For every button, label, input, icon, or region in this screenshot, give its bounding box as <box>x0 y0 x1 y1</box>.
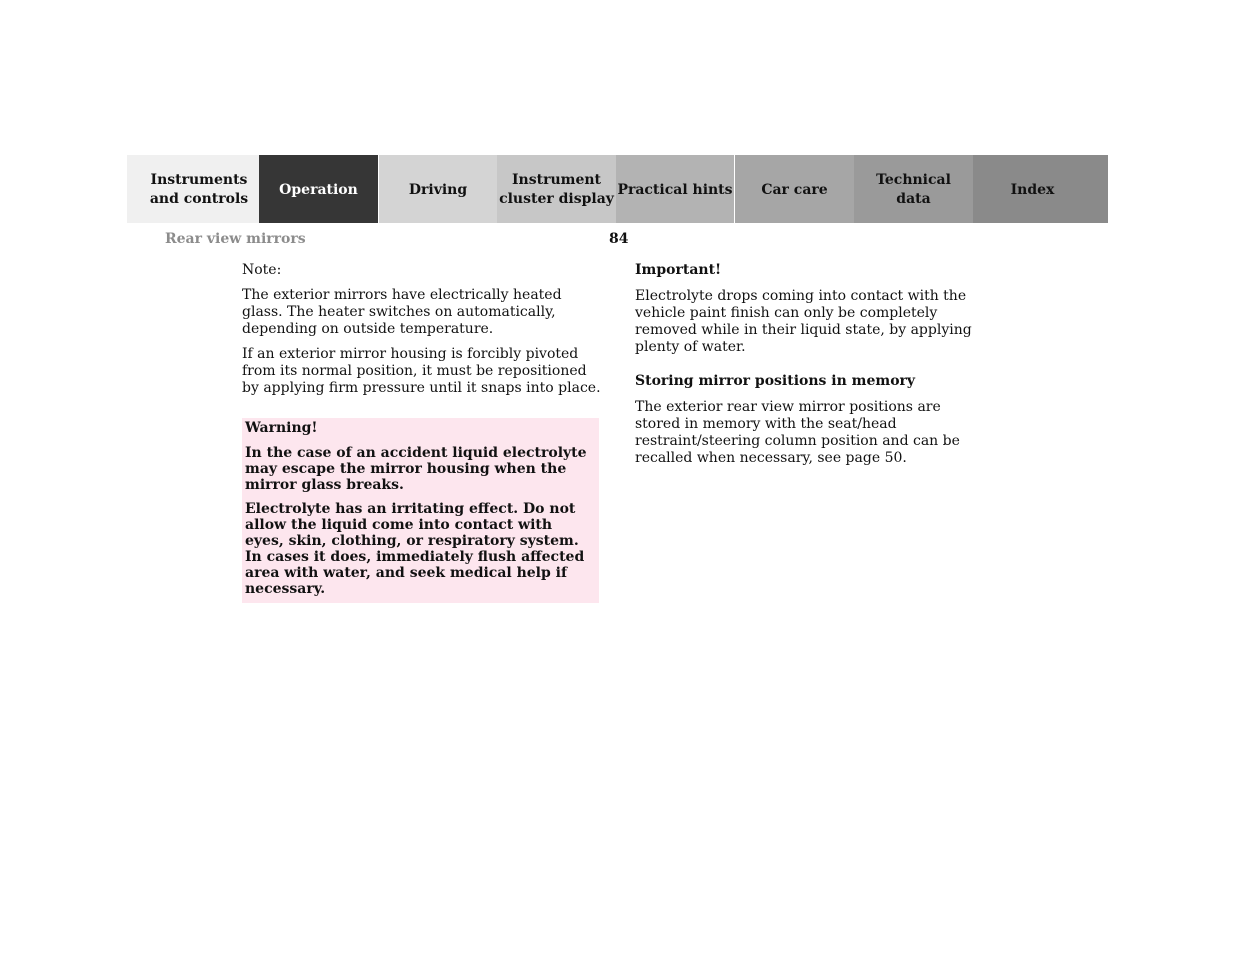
tab-operation[interactable]: Operation <box>259 155 378 223</box>
tab-index[interactable]: Index <box>973 155 1108 223</box>
section-title: Rear view mirrors <box>165 231 306 247</box>
important-title: Important! <box>635 262 722 278</box>
important-paragraph: Electrolyte drops coming into contact with the vehicle paint finish can only be completely removed while in their liquid state, by applying plenty of water. <box>635 288 972 355</box>
tab-instruments-and-controls[interactable]: Instruments and controls <box>127 155 259 223</box>
warning-box <box>242 418 599 603</box>
left-column <box>242 262 602 603</box>
warning-paragraph-electrolyte-escape: In the case of an accident liquid electrolyte may escape the mirror housing when the mirror glass breaks. <box>245 445 587 493</box>
warning-paragraph-irritating-effect: Electrolyte has an irritating effect. Do not allow the liquid come into contact with eyes, skin, clothing, or respiratory system. In cases it does, immediately flush affected area with water, and seek medical help if necessary. <box>245 501 585 597</box>
warning-title: Warning! <box>245 420 318 436</box>
note-label: Note: <box>242 262 282 278</box>
note-paragraph-housing: If an exterior mirror housing is forcibly pivoted from its normal position, it must be repositioned by applying firm pressure until it snaps into place. <box>242 346 601 396</box>
tab-driving[interactable]: Driving <box>378 155 497 223</box>
tab-instrument-cluster-display[interactable]: Instrument cluster display <box>497 155 616 223</box>
tab-technical-data[interactable]: Technical data <box>854 155 973 223</box>
chapter-tabs <box>127 155 1108 223</box>
tab-car-care[interactable]: Car care <box>735 155 854 223</box>
page-number: 84 <box>609 231 629 247</box>
note-paragraph-heated-glass: The exterior mirrors have electrically heated glass. The heater switches on automatically, depending on outside temperature. <box>242 287 562 337</box>
tab-practical-hints[interactable]: Practical hints <box>616 155 735 223</box>
right-column <box>635 262 990 467</box>
memory-paragraph: The exterior rear view mirror positions are stored in memory with the seat/head restraint/steering column position and can be recalled when necessary, see page 50. <box>635 399 960 466</box>
memory-heading: Storing mirror positions in memory <box>635 373 916 389</box>
